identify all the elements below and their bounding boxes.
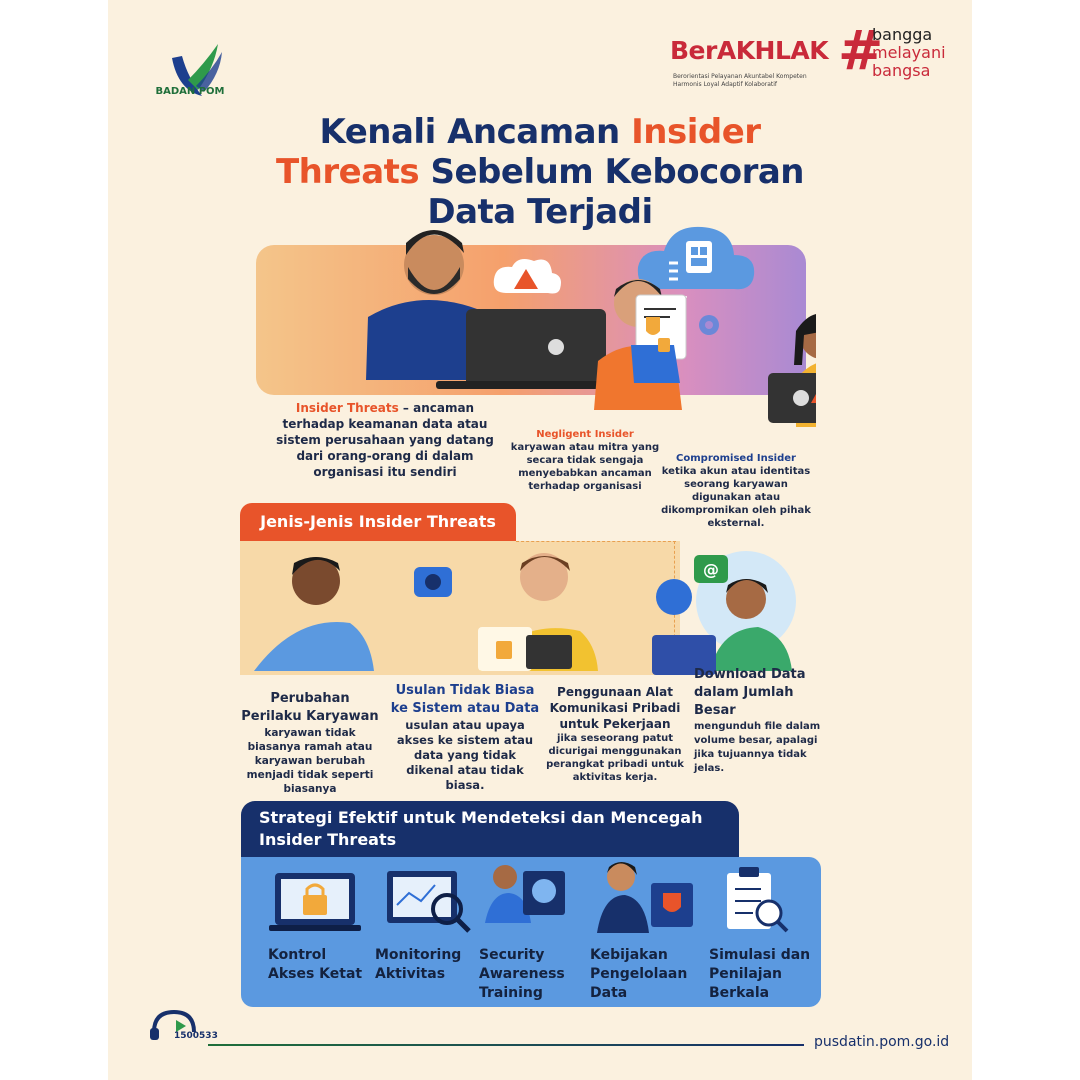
brand-subtitle: Berorientasi Pelayanan Akuntabel Kompeten <box>673 73 807 80</box>
compromised-insider-illustration <box>768 313 816 427</box>
strategy-item: Security Awareness Training <box>479 947 565 1001</box>
strategies-section-title: Strategi Efektif untuk Mendeteksi dan Mencegah Insider Threats <box>259 808 703 849</box>
brand-hash: # <box>838 19 884 82</box>
warning-icon <box>494 259 561 294</box>
type-desc: usulan atau upaya akses ke sistem atau data yang tidak dikenal atau tidak biasa. <box>396 718 534 792</box>
compromised-insider-desc: ketika akun atau identitas seorang karyawan digunakan atau dikompromikan oleh pihak eksternal. <box>661 466 811 529</box>
brand-name: BerAKHLAK <box>670 36 829 65</box>
brand-tagline: bangga <box>872 25 933 44</box>
definition-text: – ancaman terhadap keamanan data atau sistem perusahaan yang datang dari orang-orang di dalam organisasi itu sendiri <box>276 401 494 479</box>
compromised-insider-label: Compromised Insider <box>676 453 796 464</box>
training-icon <box>485 865 565 923</box>
type-item-personal-device <box>540 684 690 784</box>
logo-text: BADAN POM <box>155 86 225 97</box>
strategies-section-header <box>241 801 739 859</box>
strategy-item: Kontrol Akses Ketat <box>268 947 363 982</box>
gear-icon <box>699 315 719 335</box>
brand-tagline: bangsa <box>872 61 931 80</box>
type-title: Penggunaan Alat Komunikasi Pribadi untuk Pekerjaan <box>549 685 681 731</box>
types-section-title: Jenis-Jenis Insider Threats <box>260 512 496 531</box>
type-title: Usulan Tidak Biasa ke Sistem atau Data <box>390 683 540 716</box>
type-desc: jika seseorang patut dicurigai menggunakan perangkat pribadi untuk aktivitas kerja. <box>546 733 684 783</box>
title-highlight: Insider <box>631 112 761 152</box>
personal-device-illustration <box>652 555 792 675</box>
strategies-icons <box>241 857 821 937</box>
type-item-behavior <box>240 690 380 796</box>
title-highlight: Threats <box>275 152 420 192</box>
type-title: Perubahan Perilaku Karyawan <box>241 691 379 724</box>
title-text: Sebelum Kebocoran <box>419 152 804 192</box>
types-illustration <box>240 541 820 681</box>
negligent-insider-illustration <box>594 279 686 410</box>
monitoring-icon <box>387 871 469 931</box>
type-item-download <box>694 666 824 776</box>
type-item-unusual-access <box>390 682 540 793</box>
simulation-icon <box>727 867 787 931</box>
title-text: Kenali Ancaman <box>319 112 632 152</box>
hotline-number: 1500533 <box>174 1031 218 1041</box>
berakhlak-brand <box>670 19 960 96</box>
definition-label: Insider Threats <box>295 401 399 415</box>
type-desc: mengunduh file dalam volume besar, apalagi jika tujuannya tidak jelas. <box>694 721 821 774</box>
negligent-insider-desc: karyawan atau mitra yang secara tidak sengaja menyebabkan ancaman terhadap organisasi <box>510 442 660 492</box>
infographic-poster <box>108 0 972 1080</box>
shield-warning-icon <box>646 317 660 335</box>
negligent-insider-label: Negligent Insider <box>536 429 634 440</box>
strategy-item: Kebijakan Pengelolaan Data <box>590 947 688 1001</box>
strategy-item: Monitoring Aktivitas <box>375 947 462 982</box>
cloud-database-icon <box>638 227 754 289</box>
strategy-item: Simulasi dan Penilajan Berkala <box>709 947 811 1001</box>
negligent-insider-block <box>510 428 660 493</box>
footer-url[interactable]: pusdatin.pom.go.id <box>814 1034 950 1050</box>
data-policy-icon <box>597 862 693 933</box>
brand-subtitle: Harmonis Loyal Adaptif Kolaboratif <box>673 81 778 88</box>
compromised-insider-block <box>656 452 816 530</box>
footer-divider <box>208 1044 804 1046</box>
padlock-laptop-icon <box>269 873 361 931</box>
malicious-insider-illustration <box>366 230 606 389</box>
badan-pom-logo-icon <box>158 38 238 108</box>
types-section-header <box>240 503 516 541</box>
svg-text:@: @ <box>703 560 719 579</box>
behavior-change-illustration <box>254 557 452 671</box>
insider-threats-definition <box>270 400 500 480</box>
type-desc: karyawan tidak biasanya ramah atau karyawan berubah menjadi tidak seperti biasanya <box>246 727 374 795</box>
unusual-access-illustration <box>478 553 598 671</box>
title-text: Data Terjadi <box>427 192 653 232</box>
brand-tagline: melayani <box>872 43 946 62</box>
type-title: Download Data dalam Jumlah Besar <box>694 667 806 718</box>
